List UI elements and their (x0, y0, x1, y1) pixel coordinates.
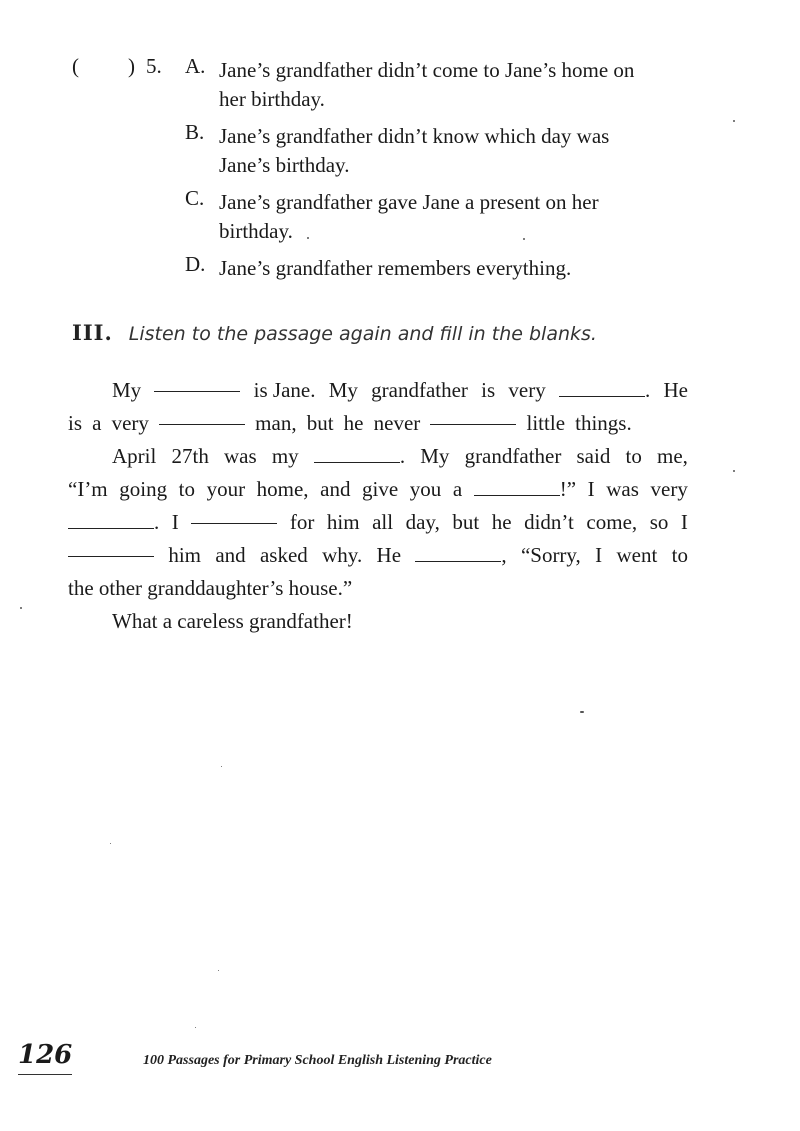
scan-speck (218, 970, 219, 971)
word: . (154, 510, 160, 534)
word: going (119, 477, 168, 501)
word: I (587, 477, 595, 501)
passage-line-7 (68, 572, 688, 605)
word: but (306, 411, 334, 435)
word: said (576, 444, 611, 468)
option-b-text-cont: Jane’s birthday. (219, 153, 350, 177)
word: never (373, 411, 421, 435)
scan-speck (733, 120, 735, 122)
passage-line-5 (68, 506, 688, 539)
word: was (606, 477, 639, 501)
word: come, (586, 510, 638, 534)
passage-line-2 (68, 407, 688, 440)
fill-blank-2[interactable] (559, 379, 645, 397)
word: My (112, 378, 142, 402)
cloze-passage (68, 374, 688, 638)
passage-closing: What a careless grandfather! (112, 609, 353, 633)
scan-speck (307, 237, 309, 239)
passage-line-3 (68, 440, 688, 473)
word: My (420, 444, 450, 468)
fill-blank-6[interactable] (474, 478, 560, 496)
word: all (372, 510, 394, 534)
word: a (92, 411, 102, 435)
scan-speck (733, 470, 735, 472)
fill-blank-3[interactable] (159, 407, 245, 425)
section-instruction: Listen to the passage again and fill in the blanks. (128, 323, 597, 345)
answer-paren-close: ) (128, 54, 135, 78)
scan-speck (110, 843, 111, 844)
question-number: 5. (146, 54, 162, 78)
word: day, (405, 510, 440, 534)
option-c-letter: C. (185, 186, 205, 210)
word: . (644, 378, 651, 402)
word: to (625, 444, 642, 468)
word: grandfather (371, 378, 468, 402)
passage-line-6 (68, 539, 688, 572)
word: man, (255, 411, 297, 435)
passage-line-4 (68, 473, 688, 506)
option-c-text-cont: birthday. (219, 219, 293, 243)
word: is (481, 378, 496, 402)
word: your (206, 477, 246, 501)
fill-blank-8[interactable] (191, 506, 277, 524)
word: “I’m (68, 477, 108, 501)
word: went (616, 543, 658, 567)
passage-line-1 (68, 374, 688, 407)
word: , (501, 543, 507, 567)
scan-speck (20, 607, 22, 609)
word: I (171, 510, 179, 534)
fill-blank-5[interactable] (314, 445, 400, 463)
scan-speck (221, 766, 222, 767)
word: I (595, 543, 603, 567)
answer-paren-open: ( (72, 54, 79, 78)
word: and (320, 477, 351, 501)
word: !” (559, 477, 577, 501)
fill-blank-1[interactable] (154, 374, 240, 392)
word: and (215, 543, 246, 567)
word: grandfather (464, 444, 562, 468)
scan-speck (580, 711, 584, 713)
option-a-letter: A. (185, 54, 206, 78)
option-a-text-cont: her birthday. (219, 87, 325, 111)
word: is (68, 411, 83, 435)
word: he (343, 411, 364, 435)
word: a (452, 477, 463, 501)
word: very (650, 477, 688, 501)
word: me, (656, 444, 688, 468)
section-heading (72, 320, 597, 345)
book-title: 100 Passages for Primary School English Listening Practice (143, 1053, 492, 1068)
word: I (680, 510, 688, 534)
word: April (112, 444, 157, 468)
word: to (178, 477, 195, 501)
word: my (271, 444, 299, 468)
option-b-letter: B. (185, 120, 205, 144)
page-number: 126 (18, 1040, 72, 1075)
word: to (671, 543, 688, 567)
word: little (526, 411, 566, 435)
scan-speck (523, 238, 525, 240)
passage-text: the other granddaughter’s house.” (68, 576, 353, 600)
word: he (491, 510, 512, 534)
word: him (326, 510, 360, 534)
word: is Jane. (253, 378, 316, 402)
word: He (376, 543, 402, 567)
word: why. (322, 543, 363, 567)
word: things. (575, 411, 632, 435)
word: . (399, 444, 406, 468)
word: 27th (171, 444, 209, 468)
section-number: III. (72, 320, 113, 345)
fill-blank-9[interactable] (68, 539, 154, 557)
word: you (409, 477, 442, 501)
option-a-text: Jane’s grandfather didn’t come to Jane’s home on (219, 58, 635, 82)
word: for (289, 510, 315, 534)
word: very (508, 378, 546, 402)
fill-blank-7[interactable] (68, 511, 154, 529)
option-b-text: Jane’s grandfather didn’t know which day was (219, 124, 610, 148)
word: him (168, 543, 201, 567)
option-d-text: Jane’s grandfather remembers everything. (219, 256, 572, 280)
word: didn’t (524, 510, 574, 534)
option-c-text: Jane’s grandfather gave Jane a present on her (219, 190, 599, 214)
passage-line-8 (68, 605, 688, 638)
word: very (111, 411, 149, 435)
word: give (362, 477, 399, 501)
word: My (328, 378, 358, 402)
scan-speck (195, 1027, 196, 1028)
option-d-letter: D. (185, 252, 206, 276)
word: so (649, 510, 669, 534)
word: was (223, 444, 257, 468)
word: but (452, 510, 480, 534)
word: home, (256, 477, 309, 501)
fill-blank-10[interactable] (415, 544, 501, 562)
word: “Sorry, (520, 543, 581, 567)
word: asked (259, 543, 308, 567)
fill-blank-4[interactable] (430, 407, 516, 425)
word: He (663, 378, 688, 402)
